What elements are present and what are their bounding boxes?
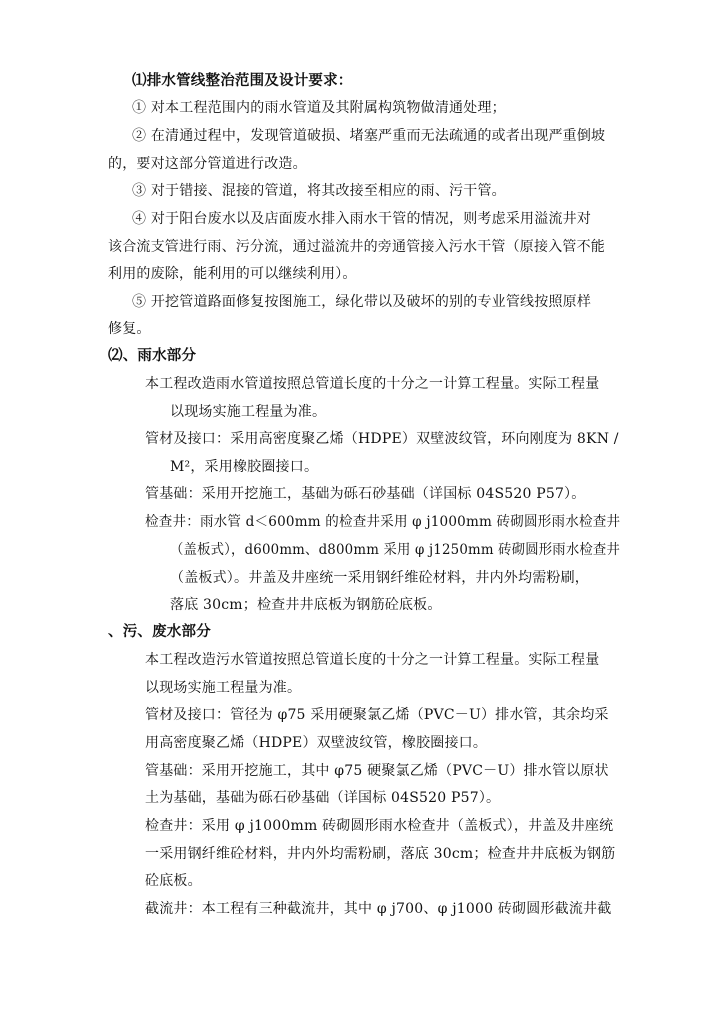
drainage-item-4-line-1: ④ 对于阳台废水以及店面废水排入雨水干管的情况，则考虑采用溢流井对 <box>132 211 592 227</box>
drainage-item-5-line-2: 修复。 <box>108 321 151 337</box>
drainage-item-2-line-2: 的，要对这部分管道进行改造。 <box>108 156 307 172</box>
drainage-item-1: ① 对本工程范围内的雨水管道及其附属构筑物做清通处理； <box>132 100 506 116</box>
rain-base-line-1: 管基础：采用开挖施工，基础为砾石砂基础（详国标 04S520 P57）。 <box>145 486 586 502</box>
sewage-pipe-line-1: 管材及接口：管径为 φ75 采用硬聚氯乙烯（PVC－U）排水管，其余均采 <box>145 707 609 723</box>
drainage-item-5-line-1: ⑤ 开挖管道路面修复按图施工，绿化带以及破坏的别的专业管线按照原样 <box>132 294 592 310</box>
rain-well-line-1: 检查井：雨水管 d＜600mm 的检查井采用 φ j1000mm 砖砌圆形雨水检查井 <box>145 514 621 530</box>
rain-intro-line-2: 以现场实施工程量为准。 <box>170 404 327 420</box>
rain-well-line-4: 落底 30cm；检查井井底板为钢筋砼底板。 <box>170 597 442 613</box>
sewage-well-line-1: 检查井：采用 φ j1000mm 砖砌圆形雨水检查井（盖板式），井盖及井座统 <box>145 818 614 834</box>
sewage-intro-line-1: 本工程改造污水管道按照总管道长度的十分之一计算工程量。实际工程量 <box>145 652 600 668</box>
rain-pipe-line-2: M²，采用橡胶圈接口。 <box>170 459 319 475</box>
sewage-pipe-line-2: 用高密度聚乙烯（HDPE）双壁波纹管，橡胶圈接口。 <box>145 735 488 751</box>
rain-pipe-line-1: 管材及接口：采用高密度聚乙烯（HDPE）双壁波纹管，环向刚度为 8KN / <box>145 431 619 447</box>
drainage-item-4-line-2: 该合流支管进行雨、污分流，通过溢流井的旁通管接入污水干管（原接入管不能 <box>108 239 605 255</box>
sewage-intercept-line-1: 截流井：本工程有三种截流井，其中 φ j700、φ j1000 砖砌圆形截流井截 <box>145 901 612 917</box>
rain-intro-line-1: 本工程改造雨水管道按照总管道长度的十分之一计算工程量。实际工程量 <box>145 376 600 392</box>
sewage-well-line-2: 一采用钢纤维砼材料，井内外均需粉刷，落底 30cm；检查井井底板为钢筋 <box>145 846 616 862</box>
sewage-base-line-1: 管基础：采用开挖施工，其中 φ75 硬聚氯乙烯（PVC－U）排水管以原状 <box>145 763 609 779</box>
sewage-base-line-2: 土为基础，基础为砾石砂基础（详国标 04S520 P57）。 <box>145 790 501 806</box>
sewage-intro-line-2: 以现场实施工程量为准。 <box>145 680 302 696</box>
rain-well-line-3: （盖板式）。井盖及井座统一采用钢纤维砼材料，井内外均需粉刷， <box>170 570 589 586</box>
heading-drainage-scope: ⑴排水管线整治范围及设计要求： <box>132 73 353 89</box>
rain-well-line-2: （盖板式），d600mm、d800mm 采用 φ j1250mm 砖砌圆形雨水检查井 <box>170 542 621 558</box>
drainage-item-3: ③ 对于错接、混接的管道，将其改接至相应的雨、污干管。 <box>132 183 506 199</box>
heading-rain-section: ⑵、雨水部分 <box>108 348 197 364</box>
drainage-item-2-line-1: ② 在清通过程中，发现管道破损、堵塞严重而无法疏通的或者出现严重倒坡 <box>132 128 606 144</box>
sewage-well-line-3: 砼底板。 <box>145 873 202 889</box>
heading-sewage-section: 、污、废水部分 <box>108 624 211 640</box>
drainage-item-4-line-3: 利用的废除，能利用的可以继续利用）。 <box>108 266 357 282</box>
